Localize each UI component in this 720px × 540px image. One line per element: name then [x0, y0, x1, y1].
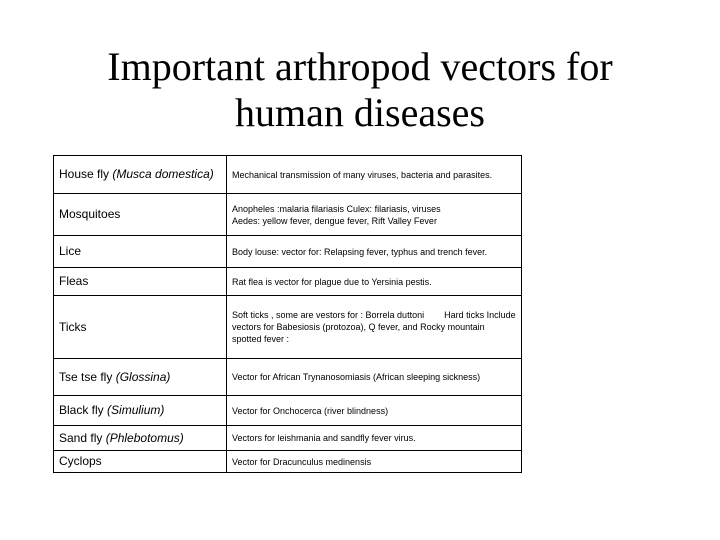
vector-cell — [54, 359, 227, 396]
disease-text: Vector for Dracunculus medinensis — [232, 456, 372, 467]
disease-cell — [227, 194, 522, 236]
disease-text: Soft ticks , some are vestors for : Borrela duttoni Hard ticks Include vectors for Babesiosis (protozoa), Q fever, and Rocky mountain spotted fever : — [232, 310, 519, 344]
vector-name: Black fly — [59, 403, 104, 417]
vector-scientific-name: (Simulium) — [107, 403, 165, 417]
table-row — [54, 426, 522, 451]
vector-name: House fly — [59, 167, 110, 181]
table-row — [54, 296, 522, 359]
vector-cell — [54, 396, 227, 426]
disease-cell — [227, 426, 522, 451]
vector-name: Cyclops — [59, 454, 102, 468]
title-line-1: Important arthropod vectors for — [107, 44, 613, 89]
disease-text: Anopheles :malaria filariasis Culex: filariasis, viruses — [232, 203, 441, 214]
table-row — [54, 359, 522, 396]
disease-cell — [227, 359, 522, 396]
vector-cell — [54, 236, 227, 268]
table-row — [54, 396, 522, 426]
vector-name: Sand fly — [59, 430, 103, 445]
vector-cell — [54, 426, 227, 451]
disease-cell — [227, 296, 522, 359]
slide-title — [0, 44, 720, 136]
table-row — [54, 194, 522, 236]
vector-name: Lice — [59, 244, 82, 258]
vector-name: Fleas — [59, 274, 89, 288]
vector-cell — [54, 156, 227, 194]
vector-name: Ticks — [59, 319, 87, 334]
vector-cell — [54, 296, 227, 359]
vector-scientific-name: (Musca domestica) — [112, 167, 214, 181]
disease-text: Aedes: yellow fever, dengue fever, Rift Valley Fever — [232, 215, 437, 226]
title-line-2: human diseases — [235, 90, 485, 135]
disease-cell — [227, 396, 522, 426]
disease-text: Vector for Onchocerca (river blindness) — [232, 405, 389, 416]
disease-text: Mechanical transmission of many viruses, bacteria and parasites. — [232, 169, 493, 180]
vector-cell — [54, 268, 227, 296]
table-row — [54, 268, 522, 296]
disease-cell — [227, 268, 522, 296]
vector-cell — [54, 194, 227, 236]
table-row — [54, 236, 522, 268]
disease-text: Rat flea is vector for plague due to Yersinia pestis. — [232, 276, 432, 287]
disease-cell — [227, 156, 522, 194]
vector-name: Mosquitoes — [59, 207, 121, 221]
disease-text: Body louse: vector for: Relapsing fever, typhus and trench fever. — [232, 246, 488, 257]
disease-text: Vector for African Trynanosomiasis (African sleeping sickness) — [232, 372, 481, 382]
vector-scientific-name: (Glossina) — [115, 369, 171, 384]
vectors-table — [53, 155, 522, 473]
vector-cell — [54, 451, 227, 473]
disease-text: Vectors for leishmania and sandfly fever virus. — [232, 433, 416, 443]
disease-cell — [227, 236, 522, 268]
vector-name: Tse tse fly — [59, 369, 113, 384]
table-row — [54, 156, 522, 194]
disease-cell — [227, 451, 522, 473]
vector-scientific-name: (Phlebotomus) — [105, 430, 184, 445]
table-row — [54, 451, 522, 473]
